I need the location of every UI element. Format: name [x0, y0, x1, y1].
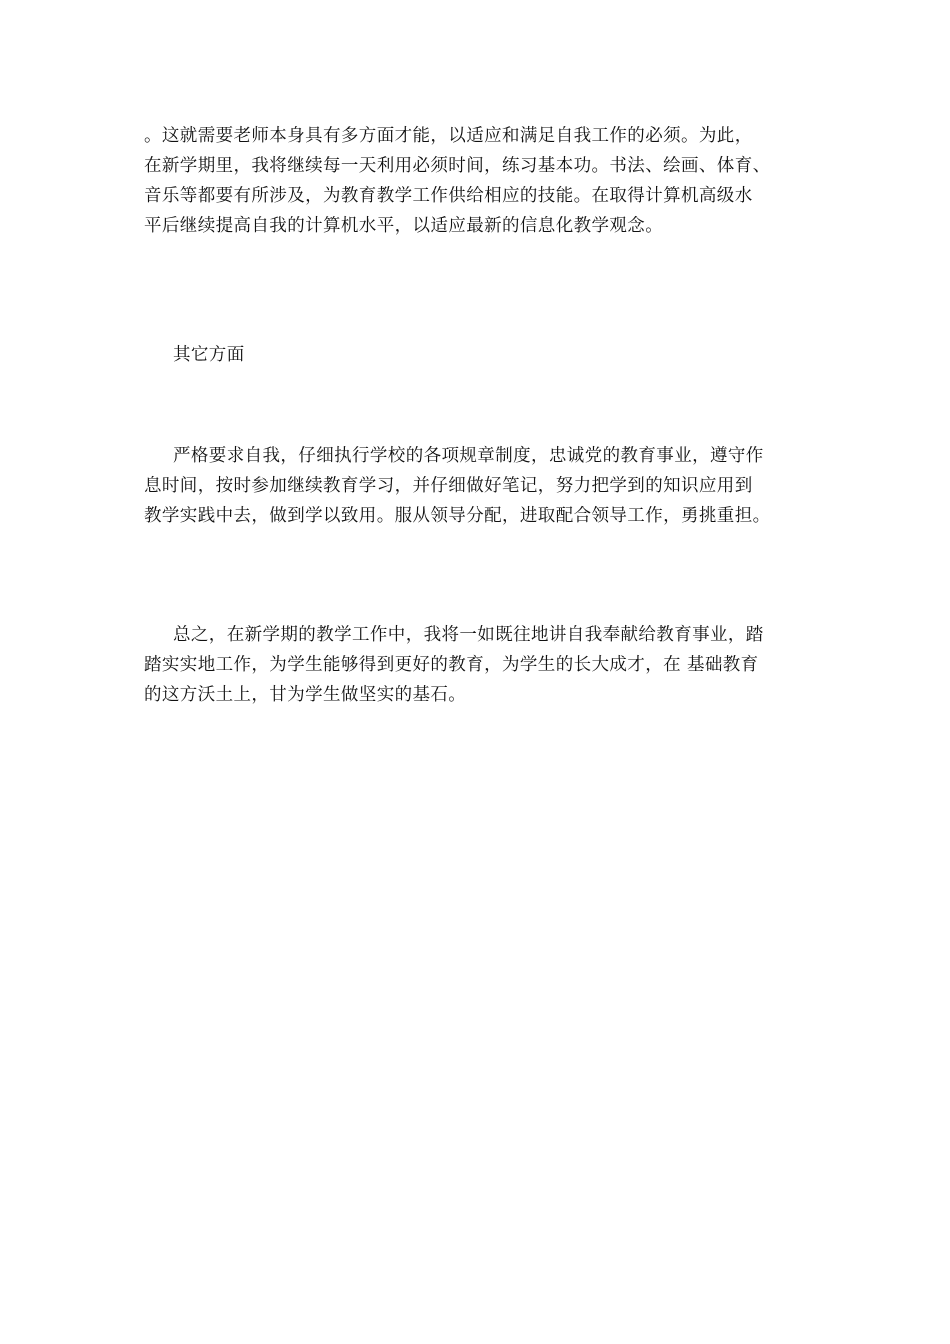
paragraph-line: 。这就需要老师本身具有多方面才能，以适应和满足自我工作的必须。为此，: [144, 126, 753, 146]
paragraph-line: 总之，在新学期的教学工作中，我将一如既往地讲自我奉献给教育事业，踏: [173, 625, 764, 645]
paragraph-line: 在新学期里，我将继续每一天利用必须时间，练习基本功。书法、绘画、体育、: [144, 156, 771, 176]
section-heading: 其它方面: [173, 345, 245, 365]
paragraph-line: 息时间，按时参加继续教育学习，并仔细做好笔记，努力把学到的知识应用到: [144, 476, 753, 496]
paragraph-line: 严格要求自我，仔细执行学校的各项规章制度，忠诚党的教育事业，遵守作: [173, 446, 764, 466]
paragraph-line: 音乐等都要有所涉及，为教育教学工作供给相应的技能。在取得计算机高级水: [144, 186, 753, 206]
paragraph-line: 的这方沃土上，甘为学生做坚实的基石。: [144, 685, 467, 705]
section-heading-container: [144, 340, 814, 370]
paragraph-line: 教学实践中去，做到学以致用。服从领导分配，进取配合领导工作，勇挑重担。: [144, 506, 771, 526]
paragraph-discipline: [144, 441, 814, 531]
paragraph-line: 平后继续提高自我的计算机水平，以适应最新的信息化教学观念。: [144, 216, 664, 236]
paragraph-conclusion: [144, 620, 814, 710]
paragraph-self-improvement: [144, 121, 814, 241]
paragraph-line: 踏实实地工作，为学生能够得到更好的教育，为学生的长大成才，在 基础教育: [144, 655, 759, 675]
